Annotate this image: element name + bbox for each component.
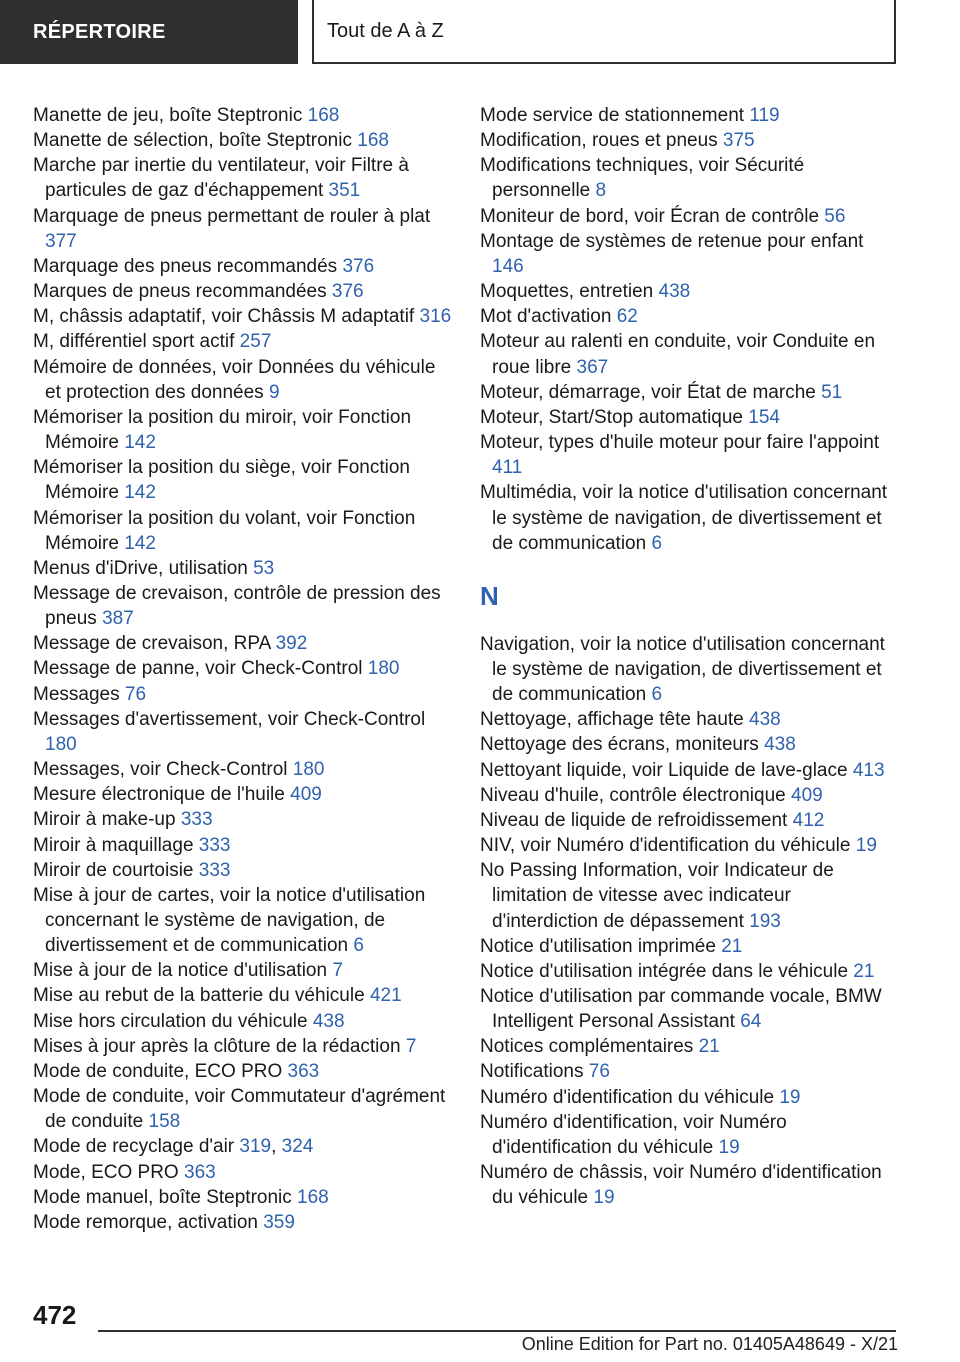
entry-text: Notice d'utilisation intégrée dans le véhicule: [480, 960, 849, 982]
page-reference-link[interactable]: 257: [239, 331, 272, 353]
index-entry: [33, 128, 453, 153]
index-entry: [480, 783, 898, 808]
index-entry: [33, 833, 453, 858]
index-entry: [480, 204, 898, 229]
index-entry: [33, 204, 453, 254]
page-reference-link[interactable]: 168: [307, 105, 340, 126]
index-entry: [480, 304, 898, 329]
index-entry: [480, 833, 898, 858]
index-entry: [33, 329, 453, 354]
entry-text: Message de panne, voir Check-Control: [33, 658, 363, 680]
entry-text: Mise au rebut de la batterie du véhicule: [33, 985, 365, 1007]
page-reference-link[interactable]: 392: [275, 633, 308, 655]
entry-text: Moteur, Start/Stop automatique: [480, 406, 743, 428]
page-reference-link[interactable]: 180: [367, 658, 400, 680]
index-entry: [480, 707, 898, 732]
entry-text: Marques de pneus recommandées: [33, 281, 327, 303]
page-reference-link[interactable]: 324: [281, 1136, 314, 1158]
entry-text: Niveau d'huile, contrôle électronique: [480, 784, 786, 806]
page-reference-link[interactable]: 158: [148, 1111, 181, 1133]
page-reference-link[interactable]: 9: [268, 381, 280, 403]
index-entry: [480, 1034, 898, 1059]
index-entry: [33, 631, 453, 656]
page-reference-link[interactable]: 438: [658, 281, 691, 303]
index-entry: [480, 984, 898, 1034]
index-entry: [480, 405, 898, 430]
entry-text: Mode remorque, activation: [33, 1211, 258, 1233]
page-reference-link[interactable]: 53: [253, 557, 275, 579]
entry-text: Moteur au ralenti en conduite, voir Conduite en roue libre: [480, 331, 876, 378]
entry-text: Mesure électronique de l'huile: [33, 784, 285, 806]
index-entry: [480, 758, 898, 783]
entry-text: Miroir de courtoisie: [33, 859, 194, 881]
page-reference-link[interactable]: 19: [718, 1136, 740, 1158]
index-entry: [33, 858, 453, 883]
entry-text: Mode, ECO PRO: [33, 1161, 179, 1183]
page-reference-link[interactable]: 142: [124, 482, 156, 504]
index-entry: [33, 707, 453, 757]
page-reference-link[interactable]: 333: [198, 834, 231, 856]
index-entry: [33, 455, 453, 505]
page-reference-link[interactable]: 76: [124, 683, 147, 705]
page-reference-link[interactable]: 316: [419, 306, 452, 328]
page-reference-link[interactable]: 56: [824, 205, 846, 227]
page-reference-link[interactable]: 146: [492, 255, 524, 277]
page-reference-link[interactable]: 21: [721, 935, 743, 957]
entry-text: Mise hors circulation du véhicule: [33, 1010, 308, 1032]
entry-text: Manette de jeu, boîte Steptronic: [33, 105, 303, 126]
index-entry: Mode de recyclage d'air 319, 324: [33, 1136, 314, 1158]
footer-divider: [98, 1330, 896, 1332]
index-entry: [33, 1034, 453, 1059]
page-reference-link[interactable]: 6: [651, 532, 663, 554]
entry-text: Numéro de châssis, voir Numéro d'identification du véhicule: [480, 1162, 882, 1209]
index-entry: [480, 430, 898, 480]
page-reference-link[interactable]: 438: [764, 734, 796, 756]
index-entry: [480, 858, 898, 933]
page-reference-link[interactable]: 387: [102, 608, 134, 630]
entry-text: Notice d'utilisation par commande vocale, BMW Intelligent Personal Assistant: [480, 986, 882, 1033]
entry-text: Nettoyage des écrans, moniteurs: [480, 734, 759, 756]
entry-text: Moteur, démarrage, voir État de marche: [480, 381, 816, 403]
index-entry: [33, 405, 453, 455]
index-entry: [33, 958, 453, 983]
page-reference-link[interactable]: 8: [595, 180, 607, 202]
index-group-m: [480, 103, 898, 556]
page-reference-link[interactable]: 411: [492, 457, 523, 479]
entry-text: Message de crevaison, contrôle de pression des pneus: [33, 582, 441, 630]
index-entry: [480, 1110, 898, 1160]
index-entry: [480, 380, 898, 405]
entry-text: Marquage de pneus permettant de rouler à plat: [33, 205, 431, 227]
index-entry: [33, 1210, 453, 1235]
entry-text: Manette de sélection, boîte Steptronic: [33, 130, 352, 152]
entry-text: Mode de conduite, voir Commutateur d'agrément de conduite: [33, 1086, 446, 1133]
entry-text: Numéro d'identification du véhicule: [480, 1086, 775, 1108]
entry-text: Notice d'utilisation imprimée: [480, 935, 716, 957]
page-number: 472: [33, 1300, 77, 1330]
entry-text: Navigation, voir la notice d'utilisation concernant le système de navigation, de divertissement et de communication: [480, 633, 885, 706]
entry-text: Miroir à maquillage: [33, 834, 194, 856]
index-entry: [33, 581, 453, 631]
entry-text: No Passing Information, voir Indicateur de limitation de vitesse avec indicateur d'interdiction de dépassement: [480, 860, 834, 932]
page-reference-link[interactable]: 168: [357, 130, 389, 152]
page-reference-link[interactable]: 180: [45, 733, 77, 755]
page-reference-link[interactable]: 333: [198, 859, 231, 881]
entry-text: Montage de systèmes de retenue pour enfant: [480, 230, 864, 252]
page-reference-link[interactable]: 376: [342, 255, 375, 277]
index-entry: [480, 1085, 898, 1110]
entry-text: Nettoyant liquide, voir Liquide de lave-glace: [480, 759, 848, 781]
index-entry: [480, 329, 898, 379]
entry-text: Miroir à make-up: [33, 809, 176, 831]
entry-text: Mises à jour après la clôture de la rédaction: [33, 1035, 401, 1057]
entry-text: Modification, roues et pneus: [480, 130, 718, 152]
page-reference-link[interactable]: 142: [124, 432, 156, 454]
entry-text: Mise à jour de cartes, voir la notice d'utilisation concernant le système de navigation, de divertissement et de communication: [33, 884, 426, 957]
section-letter-heading: N: [480, 580, 499, 611]
entry-text: Messages d'avertissement, voir Check-Control: [33, 708, 426, 730]
entry-text: Niveau de liquide de refroidissement: [480, 809, 788, 831]
index-entry: [33, 1160, 453, 1185]
index-entry: [33, 1009, 453, 1034]
entry-text: M, différentiel sport actif: [33, 331, 235, 353]
entry-text: Mode de recyclage d'air: [33, 1136, 235, 1158]
page-reference-link[interactable]: 319: [239, 1136, 272, 1158]
index-column-left: [33, 103, 453, 1235]
entry-text: Mode manuel, boîte Steptronic: [33, 1186, 292, 1208]
index-entry: [33, 656, 453, 681]
entry-text: Mémoriser la position du siège, voir Fonction Mémoire: [33, 457, 411, 504]
entry-text: Marquage des pneus recommandés: [33, 255, 338, 277]
entry-text: Mode service de stationnement: [480, 105, 745, 126]
index-entry: [33, 556, 453, 581]
index-entry: [480, 128, 898, 153]
entry-text: Notices complémentaires: [480, 1036, 694, 1058]
page-reference-link[interactable]: 413: [852, 759, 885, 781]
index-entry: [33, 153, 453, 203]
index-entry: [33, 304, 453, 329]
page-reference-link[interactable]: 409: [791, 784, 823, 806]
index-entry: [33, 782, 453, 807]
entry-text: Mémoire de données, voir Données du véhicule et protection des données: [33, 356, 436, 403]
entry-text: Moniteur de bord, voir Écran de contrôle: [480, 205, 820, 227]
entry-text: Mise à jour de la notice d'utilisation: [33, 960, 328, 982]
entry-text: Messages, voir Check-Control: [33, 759, 288, 781]
entry-text: NIV, voir Numéro d'identification du véhicule: [480, 835, 851, 857]
page-reference-link[interactable]: 193: [749, 910, 781, 932]
index-entry: [33, 1059, 453, 1084]
page-reference-link[interactable]: 363: [184, 1161, 216, 1183]
index-entry: [480, 153, 898, 203]
header-title-box: [312, 0, 896, 64]
index-entry: [33, 983, 453, 1008]
page-reference-link[interactable]: 412: [792, 809, 825, 831]
page-reference-link[interactable]: 19: [593, 1187, 615, 1209]
page-reference-link[interactable]: 6: [353, 935, 364, 957]
index-group-n: [480, 632, 898, 1211]
page-reference-link[interactable]: 409: [290, 784, 322, 806]
page-reference-link[interactable]: 62: [616, 306, 638, 328]
index-entry: [33, 883, 453, 958]
footer-edition: Online Edition for Part no. 01405A48649 - X/21: [521, 1334, 898, 1354]
index-entry: [480, 229, 898, 279]
page-reference-link[interactable]: 7: [405, 1035, 417, 1057]
page-reference-link[interactable]: 142: [124, 532, 156, 554]
entry-text: Moquettes, entretien: [480, 281, 654, 303]
entry-text: Numéro d'identification, voir Numéro d'identification du véhicule: [480, 1111, 787, 1158]
page-reference-link[interactable]: 438: [312, 1010, 345, 1032]
entry-text: Nettoyage, affichage tête haute: [480, 709, 744, 731]
page-reference-link[interactable]: 21: [853, 960, 875, 982]
entry-text: Moteur, types d'huile moteur pour faire l'appoint: [480, 432, 880, 454]
page-reference-link[interactable]: 7: [332, 960, 343, 982]
index-entry: [480, 279, 898, 304]
entry-text: Message de crevaison, RPA: [33, 633, 271, 655]
index-entry: [33, 1084, 453, 1134]
entry-text: Marche par inertie du ventilateur, voir Filtre à particules de gaz d'échappement: [33, 155, 409, 202]
index-entry: [33, 1185, 453, 1210]
index-entry: [33, 355, 453, 405]
page-reference-link[interactable]: 6: [651, 684, 663, 706]
page-reference-link[interactable]: 19: [779, 1086, 801, 1108]
index-entry: [33, 506, 453, 556]
index-column-right: [480, 103, 898, 1210]
page-reference-link[interactable]: 64: [740, 1011, 762, 1033]
page-reference-link[interactable]: 359: [263, 1211, 295, 1233]
entry-text: Messages: [33, 683, 120, 705]
index-entry: [480, 934, 898, 959]
index-entry: [480, 103, 898, 128]
index-entry: [33, 807, 453, 832]
page-reference-link[interactable]: 76: [588, 1061, 610, 1083]
entry-text: Notifications: [480, 1061, 584, 1083]
entry-text: Multimédia, voir la notice d'utilisation concernant le système de navigation, de divertissement et de communication: [480, 482, 888, 554]
section-label: RÉPERTOIRE: [33, 20, 166, 43]
entry-text: Mode de conduite, ECO PRO: [33, 1060, 283, 1082]
entry-text: M, châssis adaptatif, voir Châssis M adaptatif: [33, 306, 415, 328]
index-entry: [33, 279, 453, 304]
index-entry: [480, 1160, 898, 1210]
page-reference-link[interactable]: 351: [328, 180, 361, 202]
entry-text: Menus d'iDrive, utilisation: [33, 557, 248, 579]
page-reference-link[interactable]: 375: [722, 130, 755, 152]
page-reference-link[interactable]: 421: [369, 985, 402, 1007]
section-tab: [0, 0, 298, 64]
page-reference-link[interactable]: 438: [749, 709, 781, 731]
page-reference-link[interactable]: 19: [855, 835, 877, 857]
index-entry: [480, 959, 898, 984]
entry-text: Mot d'activation: [480, 306, 612, 328]
page-reference-link[interactable]: 376: [331, 281, 364, 303]
entry-text: Modifications techniques, voir Sécurité personnelle: [480, 155, 805, 202]
index-entry: [33, 103, 453, 128]
index-entry: [480, 480, 898, 555]
index-entry: [480, 632, 898, 707]
index-entry: [480, 732, 898, 757]
index-entry: [480, 808, 898, 833]
entry-text: Mémoriser la position du volant, voir Fonction Mémoire: [33, 507, 416, 554]
page-reference-link[interactable]: 180: [292, 759, 325, 781]
index-entry: [33, 757, 453, 782]
page-reference-link[interactable]: 333: [180, 809, 213, 831]
page-reference-link[interactable]: 363: [287, 1060, 320, 1082]
page-reference-link[interactable]: 119: [749, 105, 780, 126]
page-reference-link[interactable]: 51: [821, 381, 843, 403]
page-reference-link[interactable]: 21: [698, 1036, 720, 1058]
page-reference-link[interactable]: 154: [748, 406, 780, 428]
page-reference-link[interactable]: 168: [297, 1186, 329, 1208]
entry-text: Mémoriser la position du miroir, voir Fonction Mémoire: [33, 406, 412, 454]
page-reference-link[interactable]: 367: [576, 356, 609, 378]
index-entry: [33, 254, 453, 279]
page-reference-link[interactable]: 377: [45, 230, 77, 252]
index-entry: [33, 682, 453, 707]
header-title: Tout de A à Z: [327, 19, 444, 42]
index-entry: [480, 1059, 898, 1084]
